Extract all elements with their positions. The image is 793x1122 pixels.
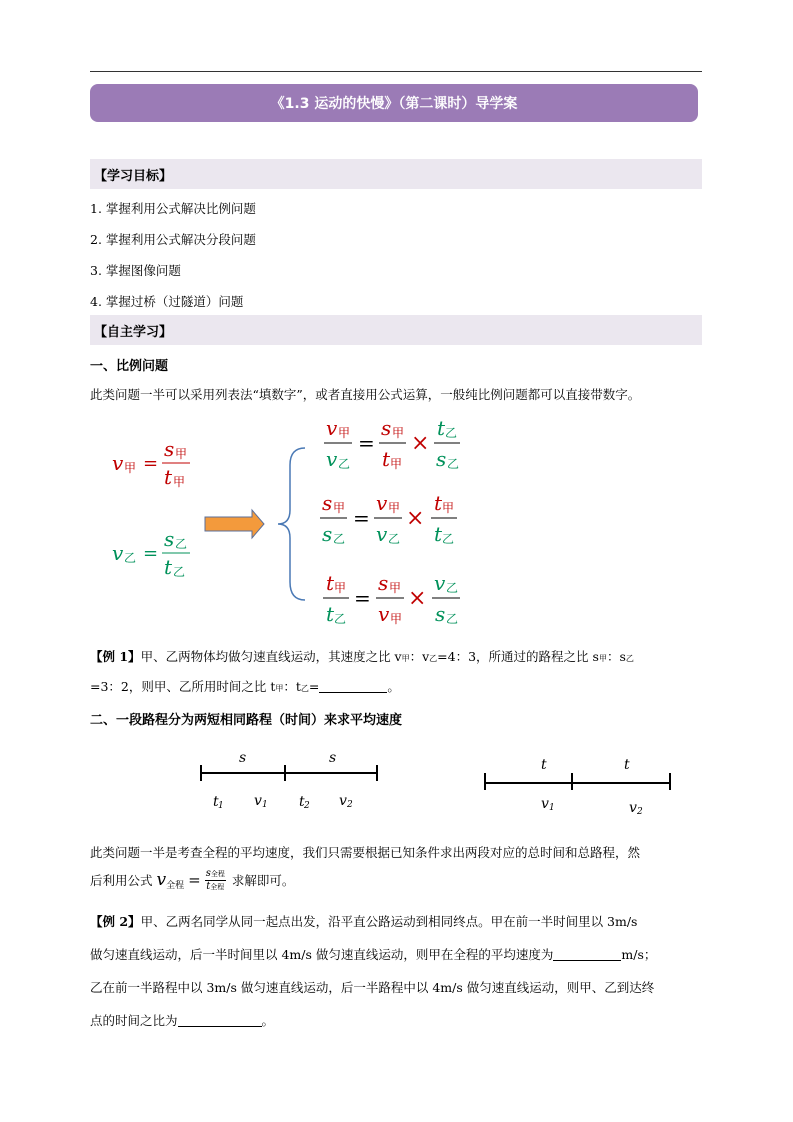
svg-text:t: t <box>326 602 335 626</box>
example1-label: 【例 1】 <box>90 649 141 664</box>
svg-text:乙: 乙 <box>334 612 347 626</box>
v-symbol: v <box>156 870 167 890</box>
part2-intro-line1: 此类问题一半是考查全程的平均速度，我们只需要根据已知条件求出两段对应的总时间和总路程，然 <box>90 845 641 860</box>
svg-text:v: v <box>629 800 637 816</box>
objective-item-4: 4. 掌握过桥（过隧道）问题 <box>90 294 244 309</box>
svg-text:甲: 甲 <box>392 426 405 440</box>
svg-text:s: s <box>164 527 175 551</box>
brace-icon <box>278 448 305 600</box>
svg-text:甲: 甲 <box>390 612 403 626</box>
objectives-heading: 【学习目标】 <box>90 159 702 189</box>
formula-v-yi <box>112 527 190 579</box>
svg-text:s: s <box>322 491 333 515</box>
svg-text:甲: 甲 <box>175 447 188 461</box>
svg-text:s: s <box>378 571 389 595</box>
formula-v-jia <box>112 437 190 489</box>
svg-text:t: t <box>437 416 446 440</box>
svg-text:s: s <box>436 447 447 471</box>
svg-text:乙: 乙 <box>124 551 137 565</box>
svg-text:乙: 乙 <box>388 532 401 546</box>
svg-text:乙: 乙 <box>175 537 188 551</box>
svg-text:甲: 甲 <box>388 501 401 515</box>
svg-text:s: s <box>239 750 247 766</box>
arrow-right-icon <box>205 510 264 538</box>
header-rule <box>90 71 702 72</box>
svg-text:=: = <box>143 543 159 564</box>
svg-text:v: v <box>254 793 262 809</box>
example1-line1: 【例 1】甲、乙两物体均做匀速直线运动，其速度之比 v甲：v乙=4：3，所通过的路程之比 s甲：s乙 <box>90 649 634 664</box>
svg-text:甲: 甲 <box>333 501 346 515</box>
segment-diagram-distance <box>195 745 385 815</box>
segment-diagram-time <box>480 750 680 820</box>
svg-text:=: = <box>358 431 375 455</box>
formula-row-1 <box>324 416 460 471</box>
svg-text:甲: 甲 <box>338 426 351 440</box>
example1-line2: =3：2，则甲、乙所用时间之比 t甲：t乙= 。 <box>90 679 400 694</box>
svg-text:乙: 乙 <box>442 532 455 546</box>
svg-text:乙: 乙 <box>338 457 351 471</box>
page-title: 《1.3 运动的快慢》（第二课时）导学案 <box>90 84 698 122</box>
objective-item-2: 2. 掌握利用公式解决分段问题 <box>90 232 256 247</box>
svg-text:v: v <box>326 416 338 440</box>
part2-heading: 二、一段路程分为两短相同路程（时间）来求平均速度 <box>90 713 403 728</box>
svg-text:t: t <box>164 465 173 489</box>
svg-text:2: 2 <box>637 807 643 817</box>
svg-text:乙: 乙 <box>446 612 459 626</box>
svg-text:t: t <box>326 571 335 595</box>
svg-text:t: t <box>213 794 219 810</box>
svg-text:2: 2 <box>304 801 310 811</box>
average-speed-fraction: s全程 t全程 <box>205 867 225 892</box>
example2-answer-blank-2[interactable] <box>178 1012 262 1027</box>
svg-text:t: t <box>164 555 173 579</box>
example2-line3: 乙在前一半路程中以 3m/s 做匀速直线运动，后一半路程中以 4m/s 做匀速直线运动，则甲、乙到达终 <box>90 980 655 995</box>
formula-row-2 <box>320 491 457 546</box>
svg-text:t: t <box>382 447 391 471</box>
svg-text:v: v <box>339 793 347 809</box>
svg-text:t: t <box>434 491 443 515</box>
example1-answer-blank[interactable] <box>319 678 387 693</box>
svg-text:乙: 乙 <box>447 457 460 471</box>
ratio-formula-diagram <box>100 410 480 635</box>
objective-item-1: 1. 掌握利用公式解决比例问题 <box>90 201 256 216</box>
svg-text:t: t <box>541 757 547 773</box>
svg-text:=: = <box>354 586 371 610</box>
svg-text:甲: 甲 <box>390 457 403 471</box>
svg-text:2: 2 <box>347 800 353 810</box>
svg-text:甲: 甲 <box>442 501 455 515</box>
svg-text:v: v <box>376 522 388 546</box>
example2-line1: 【例 2】甲、乙两名同学从同一起点出发，沿平直公路运动到相同终点。甲在前一半时间里以 3m/s <box>90 914 638 929</box>
formula-row-3 <box>323 571 460 626</box>
svg-text:v: v <box>434 571 446 595</box>
svg-text:s: s <box>322 522 333 546</box>
svg-text:t: t <box>624 757 630 773</box>
svg-text:s: s <box>329 750 337 766</box>
svg-text:t: t <box>299 794 305 810</box>
self-study-heading: 【自主学习】 <box>90 315 702 345</box>
svg-text:v: v <box>541 796 549 812</box>
svg-text:×: × <box>406 506 425 531</box>
svg-text:×: × <box>411 431 430 456</box>
svg-text:s: s <box>381 416 392 440</box>
svg-text:1: 1 <box>262 800 268 810</box>
svg-text:v: v <box>112 451 124 475</box>
svg-text:s: s <box>435 602 446 626</box>
svg-text:v: v <box>112 541 124 565</box>
svg-text:=: = <box>353 506 370 530</box>
svg-text:v: v <box>376 491 388 515</box>
svg-text:甲: 甲 <box>389 581 402 595</box>
svg-text:s: s <box>164 437 175 461</box>
svg-text:甲: 甲 <box>334 581 347 595</box>
svg-text:甲: 甲 <box>124 461 137 475</box>
svg-text:1: 1 <box>218 801 224 811</box>
svg-text:乙: 乙 <box>445 426 458 440</box>
part2-intro-line2: 后利用公式 v 全程 = s全程 t全程 求解即可。 <box>90 867 295 892</box>
example2-line4: 点的时间之比为 。 <box>90 1013 275 1028</box>
part1-intro: 此类问题一半可以采用列表法“填数字”，或者直接用公式运算，一般纯比例问题都可以直接带数字。 <box>90 387 641 402</box>
svg-text:乙: 乙 <box>446 581 459 595</box>
svg-text:甲: 甲 <box>173 475 186 489</box>
example2-line2: 做匀速直线运动，后一半时间里以 4m/s 做匀速直线运动，则甲在全程的平均速度为 m/s； <box>90 947 657 962</box>
svg-text:×: × <box>408 586 427 611</box>
svg-text:乙: 乙 <box>333 532 346 546</box>
svg-text:=: = <box>143 453 159 474</box>
svg-text:1: 1 <box>549 803 555 813</box>
svg-text:乙: 乙 <box>173 565 186 579</box>
example2-label: 【例 2】 <box>90 914 141 929</box>
svg-text:v: v <box>378 602 390 626</box>
example2-answer-blank-1[interactable] <box>553 946 621 961</box>
objective-item-3: 3. 掌握图像问题 <box>90 263 181 278</box>
svg-text:v: v <box>326 447 338 471</box>
svg-text:t: t <box>434 522 443 546</box>
part1-heading: 一、比例问题 <box>90 359 169 374</box>
